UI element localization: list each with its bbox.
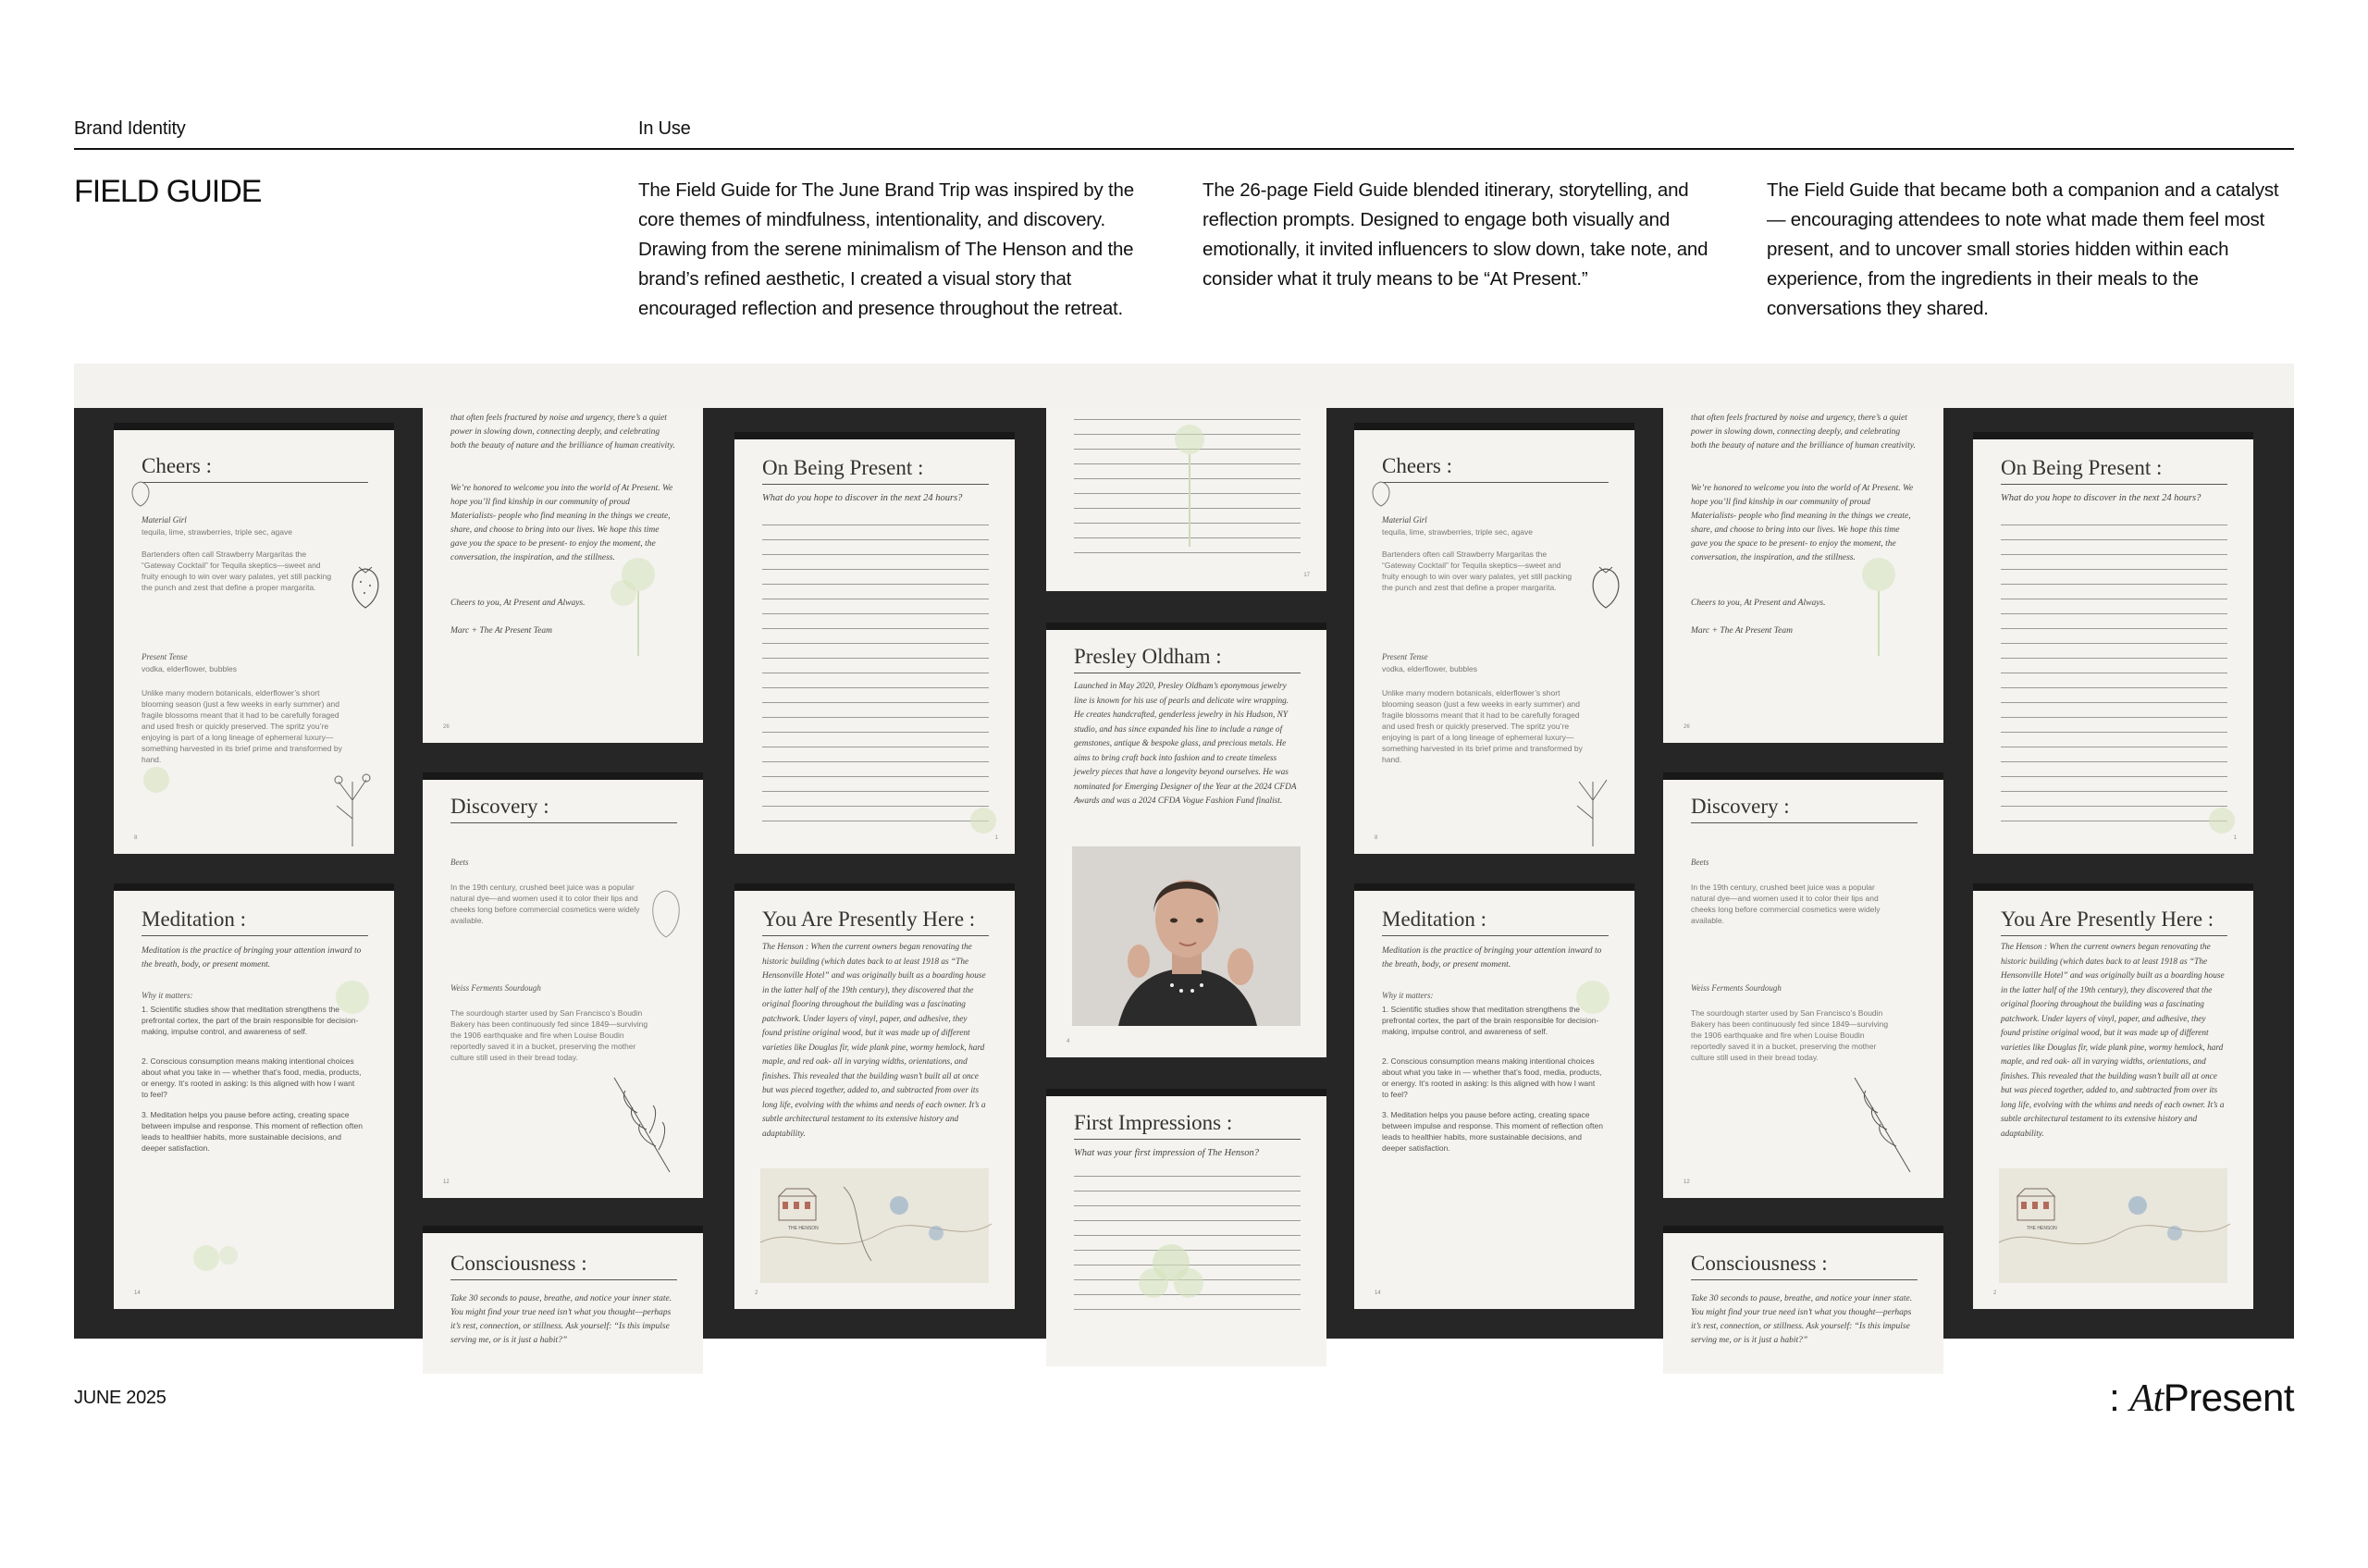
page-discovery-repeat: Discovery : Beets In the 19th century, crushed beet juice was a popular natural dye—and women used it to color their lips and cheeks long before commercial cosmetics were widely available. Weiss Ferments Sourdough The sourdough starter used by San Francisco’s Boudin Bakery has been continuously fed since 1849—surviving the 1906 earthquake and fire when Louise Boudin reportedly saved it in a bucket, preserving the mother culture still used in their bread today. 12 [1663, 772, 1943, 1198]
drink-2-ingredients: vodka, elderflower, bubbles [142, 664, 238, 673]
logo-colon: : [2109, 1376, 2120, 1419]
presley-title: Presley Oldham : [1074, 645, 1222, 668]
page-discovery: Discovery : Beets In the 19th century, crushed beet juice was a popular natural dye—and women used it to color their lips and cheeks long before commercial cosmetics were widely available. Weiss Ferments Sourdough The sourdough starter used by San Francisco’s Boudin Bakery has been continuously fed since 1849—surviving the 1906 earthquake and fire when Louise Boudin reportedly saved it in a bucket, preserving the mother culture still used in their bread today. 12 [423, 772, 703, 1198]
meditation-intro: Meditation is the practice of bringing your attention inward to the breath, body, or present moment. [142, 946, 362, 969]
page-meditation: Meditation : Meditation is the practice of bringing your attention inward to the breath, body, or present moment. Why it matters: 1. Scientific studies show that meditation strengthens the prefrontal cortex, the part of the brain responsible for decision-making, impulse control, and awareness of self. 2. Conscious consumption means making intentional choices about what you take in — whether that’s food, media, products, or energy. It’s rooted in asking: Is this aligned with how I want to feel? 3. Meditation helps you pause before acting, creating space between impulse and response. This moment of reflection often leads to healthier habits, more sustainable decisions, and deeper satisfaction. 14 [114, 883, 394, 1309]
welcome-paragraph-1: that often feels fractured by noise and urgency, there’s a quiet power in slowing down, connecting deeply, and celebrating both the beauty of nature and the brilliance of human creativity. [450, 414, 675, 451]
discovery-item-1-text: In the 19th century, crushed beet juice was a popular natural dye—and women used it to color their lips and cheeks long before commercial cosmetics were widely available. [450, 883, 640, 925]
page-consciousness [423, 1226, 703, 1374]
page-consciousness-repeat: Consciousness : Take 30 seconds to pause, breathe, and notice your inner state. You might find your true need isn’t what you thought—perhaps it’s rest, connection, or stillness. Ask yourself: “Is this impulse serving me, or is it just a habit?” [1663, 1226, 1943, 1374]
presently-here-title: You Are Presently Here : [762, 907, 976, 931]
first-impressions-title: First Impressions : [1074, 1111, 1233, 1134]
discovery-item-2: Weiss Ferments Sourdough [450, 983, 541, 993]
portrait-illustration [1072, 846, 1301, 1026]
intro-column-1: The Field Guide for The June Brand Trip was inspired by the core themes of mindfulness, intentionality, and discovery. Drawing from the serene minimalism of The Henson and the brand’s refined aesthetic, I created a visual story that encouraged reflection and presence throughout the retreat. [638, 179, 1134, 319]
meditation-point-3: 3. Meditation helps you pause before acting, creating space between impulse and response. This moment of reflection often leads to healthier habits, more sustainable decisions, and deeper satisfaction. [142, 1110, 363, 1153]
flower-watermark-icon [329, 974, 376, 1020]
flower-watermark-icon [2203, 802, 2240, 839]
flower-watermark-icon [188, 1235, 243, 1281]
strawberry-sketch-icon [127, 476, 154, 510]
clover-watermark-icon [601, 547, 675, 658]
page-on-being-present: On Being Present : What do you hope to discover in the next 24 hours? 1 [734, 432, 1015, 854]
strawberry-illustration-icon [344, 560, 387, 611]
page-first-impressions [1046, 1089, 1326, 1366]
flower-watermark-icon [1570, 974, 1616, 1020]
drink-1-name: Material Girl [142, 515, 187, 525]
gallery-top-strip [74, 364, 2294, 408]
meditation-why: Why it matters: [142, 991, 193, 1000]
clover-watermark-icon [1157, 412, 1222, 550]
page-you-are-presently-here-repeat: You Are Presently Here : The Henson : When the current owners began renovating the historic building (which dates back to at least 1918 as “The Hensonville Hotel” and was originally built as a boarding house in the latter half of the 19th century), they discovered that the original flooring throughout the building was a fascinating patchwork. Under layers of vinyl, paper, and adhesive, they found pristine original wood, but it was made up of different varieties like Douglas fir, wide plank pine, wormy hemlock, hard maple, and red oak- all in varying widths, orientations, and finishes. This revealed that the building wasn’t built all at once but was pieced together, added to, and subtracted from over its long life, evolving with the whims and needs of each owner. It’s a subtle architectural testament to its extensive history and adaptability. THE HENSON 2 [1973, 883, 2253, 1309]
logo-present: Present [2163, 1376, 2294, 1419]
field-guide-spread-gallery [74, 408, 2294, 1345]
meditation-title: Meditation : [142, 907, 247, 931]
discovery-item-1: Beets [450, 858, 469, 867]
herb-sprig-icon [1845, 1072, 1919, 1174]
flower-watermark-icon [138, 761, 175, 798]
welcome-paragraph-2: We’re honored to welcome you into the world of At Present. We hope you’ll find kinship in our community of proud Materialists- people who find meaning in the things we create, share, and choose to bring into our lives. We hope this time gave you the space to be present- to enjoy the moment, the conversation, the inspiration, and the stillness. [450, 484, 673, 562]
drink-1-ingredients: tequila, lime, strawberries, triple sec, agave [142, 527, 292, 537]
henson-map-illustration: THE HENSON [1999, 1168, 2227, 1283]
elderflower-sketch-icon [329, 763, 376, 846]
at-present-logo [2109, 1376, 2294, 1421]
on-being-present-title: On Being Present : [762, 456, 924, 479]
header-rule [74, 148, 2294, 150]
drink-2-text: Unlike many modern botanicals, elderflower’s short blooming season (just a few weeks in early summer) and fragile blossoms meant that it had to be carefully foraged and used fresh or quickly preserved. The spritz you’re enjoying is part of a long lineage of ephemeral luxury—something harvested in its brief prime and transformed by hand. [142, 688, 342, 764]
henson-map-illustration: THE HENSON [760, 1168, 989, 1283]
page-on-being-present-repeat: On Being Present : What do you hope to discover in the next 24 hours? 1 [1973, 432, 2253, 854]
consciousness-text: Take 30 seconds to pause, breathe, and notice your inner state. You might find your true need isn’t what you thought—perhaps it’s rest, connection, or stillness. Ask yourself: “Is this impulse serving me, or is it just a habit?” [450, 1294, 672, 1345]
first-impressions-prompt: What was your first impression of The Henson? [1074, 1148, 1259, 1158]
consciousness-title: Consciousness : [450, 1252, 587, 1275]
section-label: Brand Identity [74, 118, 186, 139]
page-you-are-presently-here: You Are Presently Here : The Henson : When the current owners began renovating the historic building (which dates back to at least 1918 as “The Hensonville Hotel” and was originally built as a boarding house in the latter half of the 19th century), they discovered that the original flooring throughout the building was a fascinating patchwork. Under layers of vinyl, paper, and adhesive, they found pristine original wood, but it was made up of different varieties like Douglas fir, wide plank pine, wormy hemlock, hard maple, and red oak- all in varying widths, orientations, and finishes. This revealed that the building wasn’t built all at once but was pieced together, added to, and subtracted from over its long life, evolving with the whims and needs of each owner. It’s a subtle architectural testament to its extensive history and adaptability. THE HENSON 2 [734, 883, 1015, 1309]
page-cheers-repeat: Cheers : Material Girl tequila, lime, strawberries, triple sec, agave Bartenders often call Strawberry Margaritas the “Gateway Cocktail” for Tequila skeptics—sweet and fruity enough to win over wary palates, yet still packing the punch and zest that define a proper margarita. Present Tense vodka, elderflower, bubbles Unlike many modern botanicals, elderflower’s short blooming season (just a few weeks in early summer) and fragile blossoms meant that it had to be carefully foraged and used fresh or quickly preserved. The spritz you’re enjoying is part of a long lineage of ephemeral luxury—something harvested in its brief prime and transformed by hand. 8 [1354, 423, 1634, 854]
discovery-title: Discovery : [450, 795, 549, 818]
elderflower-sketch-icon [1570, 763, 1616, 846]
drink-2-name: Present Tense [142, 652, 188, 661]
flower-watermark-icon [965, 802, 1002, 839]
on-being-present-prompt: What do you hope to discover in the next 24 hours? [762, 493, 963, 503]
clover-watermark-icon [1129, 1235, 1213, 1327]
welcome-paragraph-3: Cheers to you, At Present and Always. [450, 599, 586, 608]
footer-date: JUNE 2025 [74, 1388, 166, 1408]
meditation-point-2: 2. Conscious consumption means making intentional choices about what you take in — whether that’s food, media, products, or energy. It’s rooted in asking: Is this aligned with how I want to feel? [142, 1056, 362, 1099]
drink-1-text: Bartenders often call Strawberry Margaritas the “Gateway Cocktail” for Tequila skeptics—sweet and fruity enough to win over wary palates, yet still packing the punch and zest that define a proper margarita. [142, 549, 332, 592]
strawberry-sketch-icon [1367, 476, 1395, 510]
page-meditation-repeat: Meditation : Meditation is the practice of bringing your attention inward to the breath, body, or present moment. Why it matters: 1. Scientific studies show that meditation strengthens the prefrontal cortex, the part of the brain responsible for decision-making, impulse control, and awareness of self. 2. Conscious consumption means making intentional choices about what you take in — whether that’s food, media, products, or energy. It’s rooted in asking: Is this aligned with how I want to feel? 3. Meditation helps you pause before acting, creating space between impulse and response. This moment of reflection often leads to healthier habits, more sustainable decisions, and deeper satisfaction. 14 [1354, 883, 1634, 1309]
strawberry-illustration-icon [1585, 560, 1627, 611]
presley-bio: Launched in May 2020, Presley Oldham’s eponymous jewelry line is known for his use of pearls and delicate wire wrapping. He creates handcrafted, genderless jewelry in his Hudson, NY studio, and has since expanded his line to include a range of gemstones, antique & bespoke glass, and precious metals. He aims to bring craft back into fashion and to create timeless jewelry pieces that have a longevity beyond ourselves. He was nominated for Emerging Designer of the Year at the 2024 CFDA Awards and was a 2024 CFDA Vogue Fashion Fund finalist. [1074, 682, 1297, 806]
subsection-label: In Use [638, 118, 691, 139]
page-title: FIELD GUIDE [74, 174, 262, 209]
herb-sprig-icon [605, 1072, 679, 1174]
discovery-item-2-text: The sourdough starter used by San Francisco’s Boudin Bakery has been continuously fed since 1849—surviving the 1906 earthquake and fire when Louise Boudin reportedly saved it in a bucket, preserving the mother culture still used in their bread today. [450, 1008, 648, 1062]
page-cheers: Cheers : Material Girl tequila, lime, strawberries, triple sec, agave Bartenders often call Strawberry Margaritas the “Gateway Cocktail” for Tequila skeptics—sweet and fruity enough to win over wary palates, yet still packing the punch and zest that define a proper margarita. Present Tense vodka, elderflower, bubbles Unlike many modern botanicals, elderflower’s short blooming season (just a few weeks in early summer) and fragile blossoms meant that it had to be carefully foraged and used fresh or quickly preserved. The spritz you’re enjoying is part of a long lineage of ephemeral luxury—something harvested in its brief prime and transformed by hand. 8 [114, 423, 394, 854]
welcome-signoff: Marc + The At Present Team [450, 626, 552, 636]
meditation-point-1: 1. Scientific studies show that meditation strengthens the prefrontal cortex, the part of the brain responsible for decision-making, impulse control, and awareness of self. [142, 1005, 359, 1036]
logo-at: At [2129, 1377, 2164, 1420]
cheers-title: Cheers : [142, 454, 213, 477]
intro-column-2: The 26-page Field Guide blended itinerary, storytelling, and reflection prompts. Designed to engage both visually and emotionally, it invited influencers to slow down, take note, and consider what it truly means to be “At Present.” [1202, 179, 1708, 290]
clover-watermark-icon [1842, 547, 1916, 658]
beet-sketch-icon [638, 872, 694, 946]
page-welcome-letter: that often feels fractured by noise and urgency, there’s a quiet power in slowing down, connecting deeply, and celebrating both the beauty of nature and the brilliance of human creativity. We’re honored to welcome you into the world of At Present. We hope you’ll find kinship in our community of proud Materialists- people who find meaning in the things we create, share, and choose to bring into our lives. We hope this time gave you the space to be present- to enjoy the moment, the conversation, the inspiration, and the stillness. Cheers to you, At Present and Always. Marc + The At Present Team 26 [423, 408, 703, 743]
presently-here-text: The Henson : When the current owners began renovating the historic building (which dates back to at least 1918 as “The Hensonville Hotel” and was originally built as a boarding house in the latter half of the 19th century), they discovered that the original flooring throughout the building was a fascinating patchwork. Under layers of vinyl, paper, and adhesive, they found pristine original wood, but it was made up of different varieties like Douglas fir, wide plank pine, wormy hemlock, hard maple, and red oak- all in varying widths, orientations, and finishes. This revealed that the building wasn’t built all at once but was pieced together, added to, and subtracted from over its long life, evolving with the whims and needs of each owner. It’s a subtle architectural testament to its extensive history and adaptability. [762, 943, 986, 1139]
intro-column-3: The Field Guide that became both a companion and a catalyst — encouraging attendees to note what made them feel most present, and to uncover small stories hidden within each experience, from the ingredients in their meals to the conversations they shared. [1767, 179, 2279, 319]
presley-oldham-portrait [1072, 846, 1301, 1026]
page-welcome-letter-repeat: that often feels fractured by noise and urgency, there’s a quiet power in slowing down, connecting deeply, and celebrating both the beauty of nature and the brilliance of human creativity. We’re honored to welcome you into the world of At Present. We hope you’ll find kinship in our community of proud Materialists- people who find meaning in the things we create, share, and choose to bring into our lives. We hope this time gave you the space to be present- to enjoy the moment, the conversation, the inspiration, and the stillness. Cheers to you, At Present and Always. Marc + The At Present Team 26 [1663, 408, 1943, 743]
page-lined-notes: 17 [1046, 408, 1326, 591]
page-presley-oldham: Presley Oldham : Launched in May 2020, Presley Oldham’s eponymous jewelry line is known for his use of pearls and delicate wire wrapping. He creates handcrafted, genderless jewelry in his Hudson, NY studio, and has since expanded his line to include a range of gemstones, antique & bespoke glass, and precious metals. He aims to bring craft back into fashion and to create timeless jewelry pieces that have a longevity beyond ourselves. He was nominated for Emerging Designer of the Year at the 2024 CFDA Awards and was a 2024 CFDA Vogue Fashion Fund finalist. 4 [1046, 623, 1326, 1057]
